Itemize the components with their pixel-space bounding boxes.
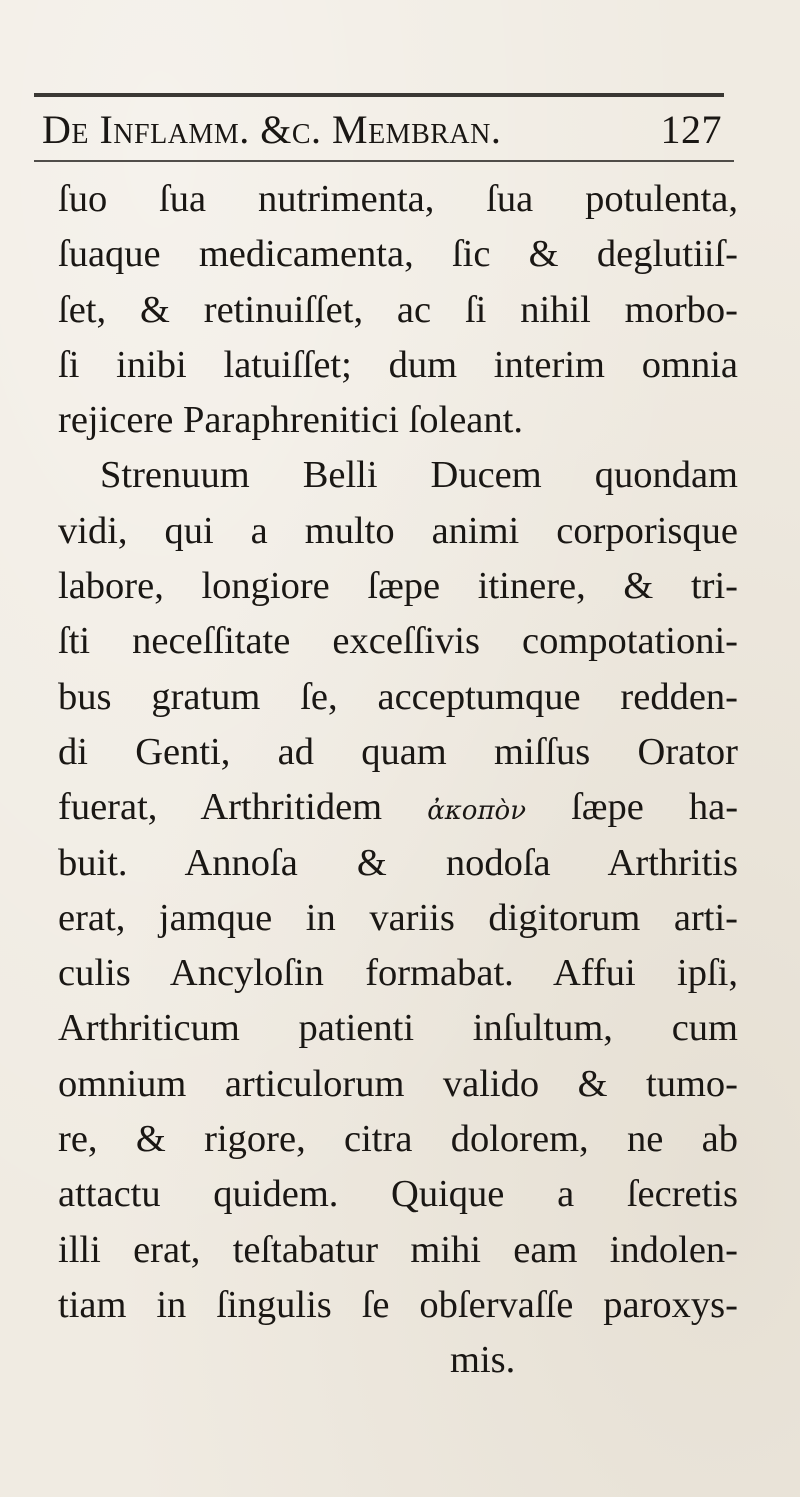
text-line: ſuaque medicamenta, ſic & deglutiiſ-: [58, 233, 738, 276]
text-line-with-greek: [58, 780, 738, 835]
text-line: culis Ancyloſin formabat. Affui ipſi,: [58, 952, 738, 995]
text-line: ſuo ſua nutrimenta, ſua potulenta,: [58, 178, 738, 220]
text-line: re, & rigore, citra dolorem, ne ab: [58, 1118, 738, 1161]
text-line: Strenuum Belli Ducem quondam: [100, 454, 738, 497]
page-number: 127: [660, 107, 722, 152]
text-line: erat, jamque in variis digitorum arti-: [58, 896, 738, 939]
text-line: labore, longiore ſæpe itinere, & tri-: [58, 565, 738, 608]
greek-word: ἀκοπὸν: [427, 796, 526, 827]
text-line: ſet, & retinuiſſet, ac ſi nihil morbo-: [58, 288, 738, 331]
running-head-title: De Inflamm. &c. Membran.: [42, 107, 502, 152]
text-line: mis.: [450, 1339, 516, 1382]
text-line: ſi inibi latuiſſet; dum interim omnia: [58, 343, 738, 386]
text-line: ſti neceſſitate exceſſivis compotationi-: [58, 620, 738, 663]
text-line: buit. Annoſa & nodoſa Arthritis: [58, 841, 738, 884]
text-segment: ſæpe ha-: [571, 786, 739, 829]
text-line: rejicere Paraphrenitici ſoleant.: [58, 399, 523, 442]
body-text: [58, 172, 738, 1389]
text-line: tiam in ſingulis ſe obſervaſſe paroxys-: [58, 1283, 738, 1326]
text-line: bus gratum ſe, acceptumque redden-: [58, 675, 738, 718]
text-segment: fuerat, Arthritidem: [58, 786, 383, 829]
top-rule: [34, 93, 724, 97]
text-line: illi erat, teſtabatur mihi eam indolen-: [58, 1228, 738, 1271]
running-head: [42, 100, 722, 164]
text-line: di Genti, ad quam miſſus Orator: [58, 730, 738, 773]
text-line: attactu quidem. Quique a ſecretis: [58, 1173, 738, 1216]
text-line: omnium articulorum valido & tumo-: [58, 1062, 738, 1105]
head-rule: [34, 160, 734, 162]
text-line: Arthriticum patienti inſultum, cum: [58, 1007, 738, 1050]
text-line: vidi, qui a multo animi corporisque: [58, 509, 738, 552]
